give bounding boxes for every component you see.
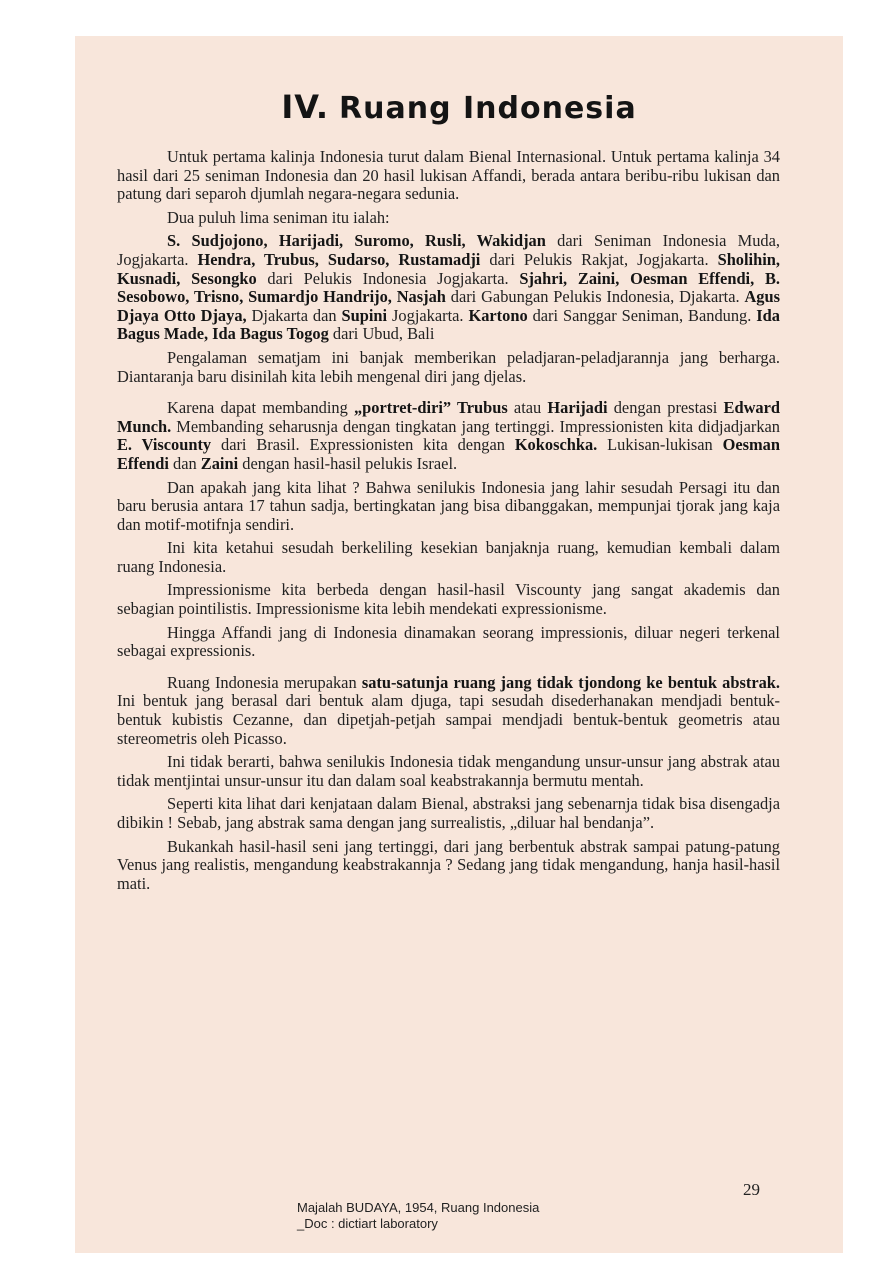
text-run: dengan prestasi — [607, 398, 724, 418]
paragraph — [117, 624, 780, 661]
bold-text-run: Hendra, Trubus, Sudarso, Rustamadji — [197, 249, 481, 269]
paragraph — [117, 479, 780, 535]
text-run: Karena dapat membanding — [167, 398, 354, 418]
text-run: Djakarta dan — [246, 305, 342, 325]
bold-text-run: Kartono — [468, 305, 528, 325]
text-run: dari Seniman Indonesia Muda, Jogjakarta. — [117, 231, 780, 269]
text-run: Seperti kita lihat dari kenjataan dalam Bienal, abstraksi jang sebenarnja tidak bisa disengadja dibikin ! Sebab, jang abstrak sama dengan jang surrealistis, „diluar hal bendanja”. — [117, 794, 780, 832]
text-run: Untuk pertama kalinja Indonesia turut dalam Bienal Internasional. Untuk pertama kalinja 34 hasil dari 25 seniman Indonesia dan 20 hasil lukisan Affandi, berada antara beribu-ribu lukisan dan patung dari separoh djumlah negara-negara sedunia. — [117, 147, 780, 204]
bold-text-run: Kokoschka. — [514, 435, 598, 455]
page-number: 29 — [743, 1180, 760, 1199]
text-run: dengan hasil-hasil pelukis Israel. — [238, 453, 458, 473]
text-run: dan — [168, 453, 201, 473]
paragraph — [117, 674, 780, 748]
bold-text-run: Oesman Effendi — [117, 435, 780, 473]
source-caption — [297, 1200, 539, 1232]
bold-text-run: satu-satunja ruang jang tidak tjondong ke bentuk abstrak. — [361, 672, 781, 692]
text-run: Dan apakah jang kita lihat ? Bahwa senilukis Indonesia jang lahir sesudah Persagi itu dan baru berusia antara 17 tahun sadja, bertingkatan jang bisa dibanggakan, mempunjai tjorak jang kaja dan motif-motifnja sendiri. — [117, 477, 780, 534]
text-run: dari Gabungan Pelukis Indonesia, Djakarta. — [445, 287, 745, 307]
paragraph — [117, 349, 780, 386]
magazine-page — [75, 36, 843, 1253]
bold-text-run: Sholihin, Kusnadi, Sesongko — [117, 249, 780, 288]
bold-text-run: Edward Munch. — [117, 398, 781, 436]
bold-text-run: Harijadi — [547, 398, 608, 418]
text-run: Ruang Indonesia merupakan — [167, 672, 362, 692]
text-run: dari Pelukis Indonesia Jogjakarta. — [256, 268, 520, 288]
paragraph — [117, 399, 780, 473]
bold-text-run: „portret-diri” Trubus — [353, 398, 508, 418]
article-body — [117, 148, 780, 898]
bold-text-run: Sjahri, Zaini, Oesman Effendi, B. Sesobowo, Trisno, Sumardjo Handrijo, Nasjah — [117, 268, 780, 307]
paragraph — [117, 795, 780, 832]
bold-text-run: Agus Djaya Otto Djaya, — [117, 287, 780, 325]
bold-text-run: Supini — [341, 305, 388, 325]
paragraph — [117, 148, 780, 204]
text-run: Ini tidak berarti, bahwa senilukis Indonesia tidak mengandung unsur-unsur jang abstrak atau tidak mentjintai unsur-unsur itu dan dalam soal keabstrakannja bermutu mentah. — [117, 752, 780, 790]
text-run: dari Brasil. Expressionisten kita dengan — [211, 435, 515, 455]
text-run: Lukisan-lukisan — [597, 435, 723, 455]
text-run: Pengalaman sematjam ini banjak memberikan peladjaran-peladjarannja jang berharga. Diantaranja baru disinilah kita lebih mengenal diri jang djelas. — [117, 347, 780, 386]
paragraph — [117, 753, 780, 790]
bold-text-run: E. Viscounty — [117, 435, 212, 455]
caption-line: _Doc : dictiart laboratory — [297, 1216, 438, 1231]
text-run: Ini bentuk jang berasal dari bentuk alam djuga, tapi sesudah disederhanakan mendjadi bentuk-bentuk kubistis Cezanne, dan dipetjah-petjah sampai mendjadi bentuk-bentuk geometris atau stereometris oleh Picasso. — [117, 691, 780, 748]
bold-text-run: S. Sudjojono, Harijadi, Suromo, Rusli, Wakidjan — [167, 231, 546, 251]
text-run: dari Pelukis Rakjat, Jogjakarta. — [480, 249, 718, 269]
paragraph — [117, 838, 780, 894]
paragraph — [117, 232, 780, 344]
text-run: Bukankah hasil-hasil seni jang tertinggi, dari jang berbentuk abstrak sampai patung-patung Venus jang realistis, mengandung keabstrakannja ? Sedang jang tidak mengandung, hanja hasil-hasil mati. — [117, 836, 780, 893]
text-run: dari Sanggar Seniman, Bandung. — [527, 305, 757, 325]
text-run: Impressionisme kita berbeda dengan hasil-hasil Viscounty jang sangat akademis dan sebagian pointilistis. Impressionisme kita lebih mendekati expressionisme. — [117, 580, 780, 619]
paragraph — [117, 539, 780, 576]
chapter-number: IV. — [281, 88, 330, 126]
chapter-title: Ruang Indonesia — [339, 91, 637, 126]
text-run: atau — [507, 398, 548, 418]
paragraph — [117, 209, 780, 228]
bold-text-run: Zaini — [200, 453, 239, 473]
article-title — [75, 88, 843, 126]
text-run: Ini kita ketahui sesudah berkeliling kesekian banjaknja ruang, kemudian kembali dalam ruang Indonesia. — [117, 538, 780, 576]
caption-line: Majalah BUDAYA, 1954, Ruang Indonesia — [297, 1200, 540, 1215]
paragraph — [117, 581, 780, 618]
text-run: dari Ubud, Bali — [328, 324, 435, 344]
text-run: Hingga Affandi jang di Indonesia dinamakan seorang impressionis, diluar negeri terkenal sebagai expressionis. — [117, 622, 780, 661]
text-run: Dua puluh lima seniman itu ialah: — [167, 207, 390, 227]
bold-text-run: Ida Bagus Made, Ida Bagus Togog — [117, 305, 780, 344]
text-run: Jogjakarta. — [387, 305, 469, 325]
text-run: Membanding seharusnja dengan tingkatan jang tertinggi. Impressionisten kita didjadjarkan — [171, 416, 780, 436]
